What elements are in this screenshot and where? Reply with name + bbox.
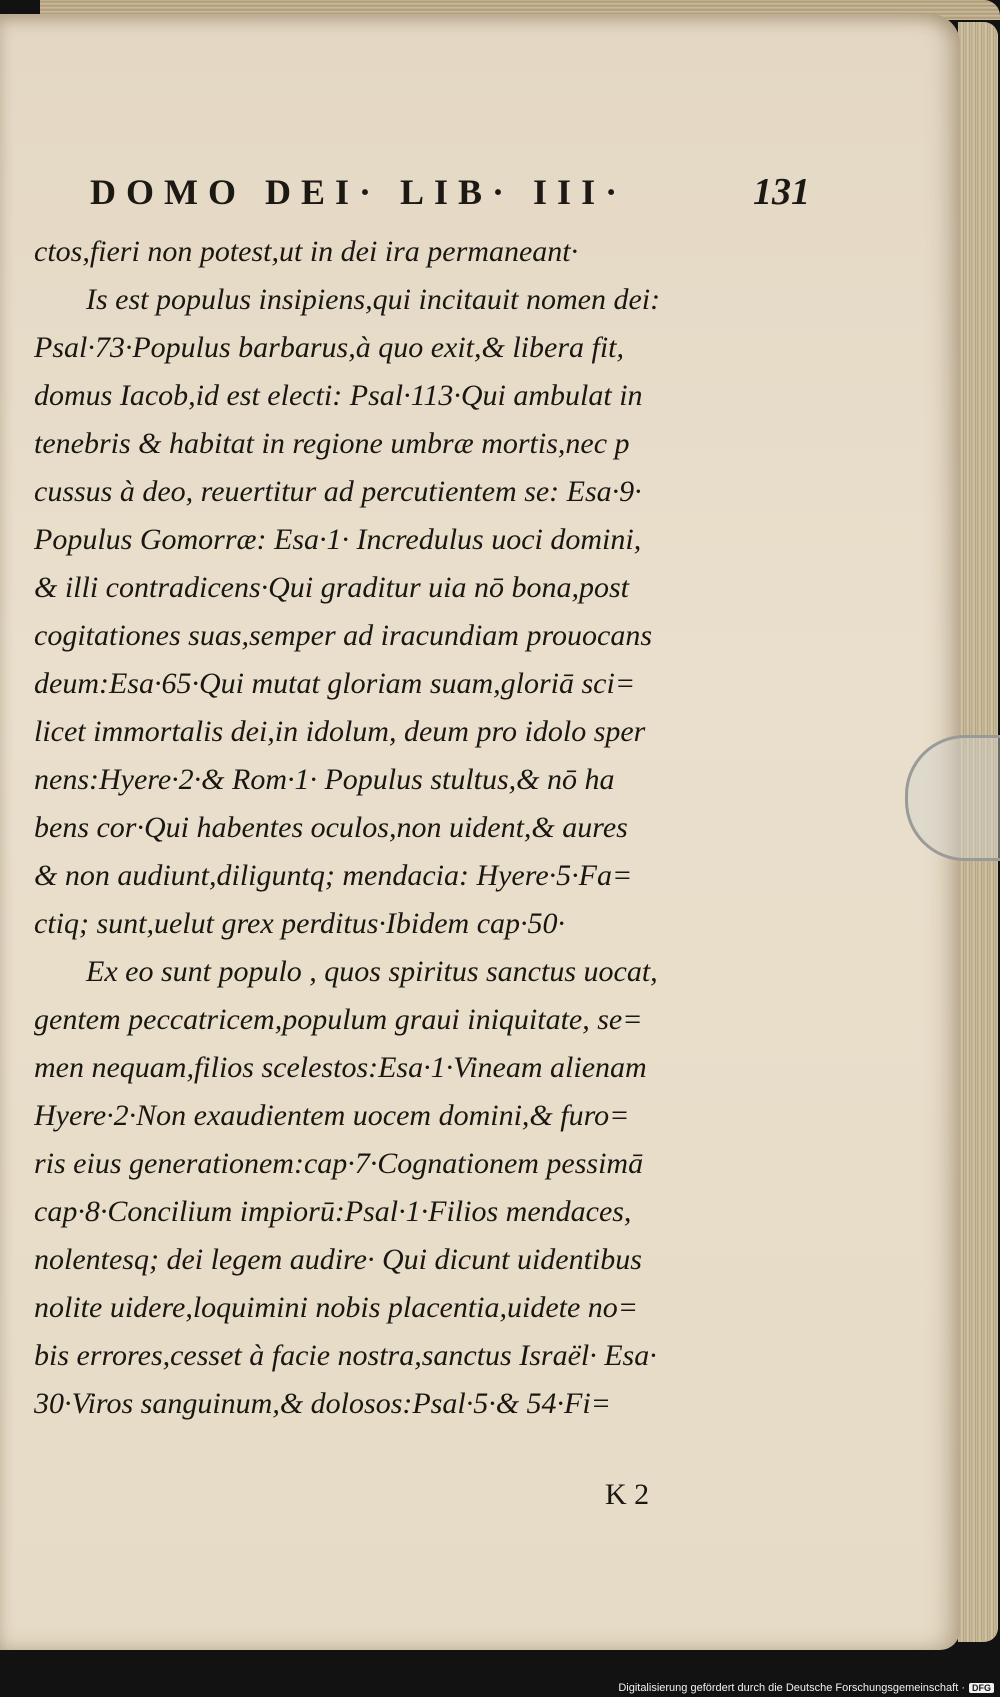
- text-line: & non audiunt,diliguntq; mendacia: Hyere·5·Fa=: [34, 859, 633, 892]
- text-line: men nequam,filios scelestos:Esa·1·Vineam alienam: [34, 1051, 647, 1084]
- text-line: domus Iacob,id est electi: Psal·113·Qui ambulat in: [34, 379, 643, 412]
- text-line: deum:Esa·65·Qui mutat gloriam suam,gloriā sci=: [34, 667, 636, 700]
- text-line: gentem peccatricem,populum graui iniquitate, se=: [34, 1003, 643, 1036]
- text-line: nens:Hyere·2·& Rom·1· Populus stultus,& nō ha: [34, 763, 615, 796]
- text-line: 30·Viros sanguinum,& dolosos:Psal·5·& 54·Fi=: [34, 1387, 611, 1420]
- text-line: bens cor·Qui habentes oculos,non uident,& aures: [34, 811, 628, 844]
- footer-credit-text: Digitalisierung gefördert durch die Deutsche Forschungsgemeinschaft ·: [618, 1682, 965, 1694]
- running-title: DOMO DEI· LIB· III·: [90, 172, 628, 212]
- text-line: cogitationes suas,semper ad iracundiam prouocans: [34, 619, 653, 652]
- text-line: ris eius generationem:cap·7·Cognationem pessimā: [34, 1147, 644, 1180]
- signature-mark: K 2: [605, 1478, 650, 1511]
- text-line: nolentesq; dei legem audire· Qui dicunt uidentibus: [34, 1243, 642, 1276]
- text-line: cap·8·Concilium impiorū:Psal·1·Filios mendaces,: [34, 1195, 632, 1228]
- text-line: nolite uidere,loquimini nobis placentia,uidete no=: [34, 1291, 639, 1324]
- text-line: Hyere·2·Non exaudientem uocem domini,& furo=: [34, 1099, 630, 1132]
- dfg-logo: DFG: [969, 1683, 994, 1693]
- text-line: ctos,fieri non potest,ut in dei ira permaneant·: [34, 235, 579, 268]
- text-line: tenebris & habitat in regione umbræ mortis,nec p: [34, 427, 630, 460]
- body-text: [34, 228, 794, 1428]
- text-line: Populus Gomorræ: Esa·1· Incredulus uoci domini,: [34, 523, 642, 556]
- footer-credit: [618, 1682, 994, 1694]
- text-line: cussus à deo, reuertitur ad percutientem se: Esa·9·: [34, 475, 642, 508]
- text-line: Ex eo sunt populo , quos spiritus sanctus uocat,: [86, 955, 658, 988]
- text-line: bis errores,cesset à facie nostra,sanctus Israël· Esa·: [34, 1339, 657, 1372]
- page-header: [90, 170, 810, 230]
- text-line: Psal·73·Populus barbarus,à quo exit,& libera fit,: [34, 331, 624, 364]
- text-line: ctiq; sunt,uelut grex perditus·Ibidem cap·50·: [34, 907, 566, 940]
- text-line: Is est populus insipiens,qui incitauit nomen dei:: [86, 283, 661, 316]
- page-number: 131: [753, 171, 810, 213]
- text-line: licet immortalis dei,in idolum, deum pro idolo sper: [34, 715, 646, 748]
- text-line: & illi contradicens·Qui graditur uia nō bona,post: [34, 571, 630, 604]
